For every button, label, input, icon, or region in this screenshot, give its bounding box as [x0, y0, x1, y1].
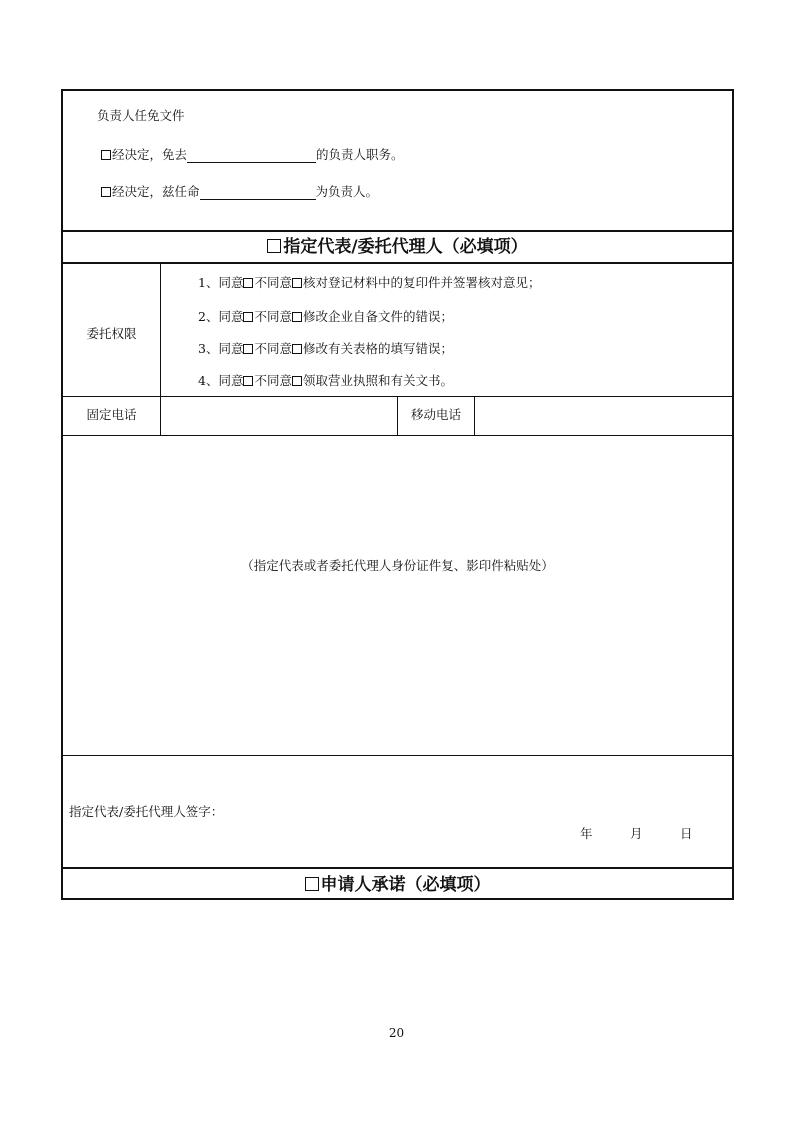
agree-checkbox[interactable]	[243, 376, 253, 386]
agree-checkbox[interactable]	[243, 312, 253, 322]
authority-item: 3、同意 不同意 修改有关表格的填写错误；	[198, 341, 453, 356]
divider	[63, 867, 732, 869]
fixed-phone-field[interactable]	[161, 397, 397, 435]
signature-label: 指定代表/委托代理人签字：	[69, 804, 224, 819]
dismiss-name-field[interactable]	[187, 148, 316, 163]
appointment-line-appoint: 经决定，兹任命 为负责人。	[101, 184, 378, 200]
divider	[63, 230, 732, 232]
appointment-title: 负责人任免文件	[97, 108, 185, 123]
appointment-line-dismiss: 经决定，免去 的负责人职务。	[101, 147, 404, 163]
applicant-section-heading: 申请人承诺（必填项）	[63, 874, 732, 896]
signature-field[interactable]	[243, 796, 543, 824]
appoint-checkbox[interactable]	[101, 187, 111, 197]
authority-item: 4、同意 不同意 领取营业执照和有关文书。	[198, 373, 453, 388]
divider	[63, 755, 732, 756]
page-number: 20	[388, 1026, 405, 1040]
designated-section-heading: 指定代表/委托代理人（必填项）	[63, 236, 732, 258]
id-copy-note: （指定代表或者委托代理人身份证件复、影印件粘贴处）	[241, 558, 554, 573]
fixed-phone-label: 固定电话	[86, 407, 137, 422]
authority-item: 2、同意 不同意 修改企业自备文件的错误；	[198, 309, 453, 324]
mobile-phone-field[interactable]	[475, 397, 733, 435]
form-table	[61, 89, 734, 900]
applicant-section-checkbox[interactable]	[305, 877, 319, 891]
disagree-checkbox[interactable]	[292, 278, 302, 288]
agree-checkbox[interactable]	[243, 278, 253, 288]
mobile-phone-label: 移动电话	[410, 407, 461, 422]
disagree-checkbox[interactable]	[292, 312, 302, 322]
disagree-checkbox[interactable]	[292, 376, 302, 386]
divider	[63, 435, 732, 436]
designated-section-checkbox[interactable]	[267, 239, 281, 253]
divider	[63, 262, 732, 264]
authority-label: 委托权限	[86, 326, 137, 341]
date-day: 日	[680, 826, 693, 841]
agree-checkbox[interactable]	[243, 344, 253, 354]
authority-item: 1、同意 不同意 核对登记材料中的复印件并签署核对意见；	[198, 275, 541, 290]
disagree-checkbox[interactable]	[292, 344, 302, 354]
date-month: 月	[630, 826, 643, 841]
date-year: 年	[580, 826, 593, 841]
appoint-name-field[interactable]	[200, 185, 316, 200]
dismiss-checkbox[interactable]	[101, 150, 111, 160]
